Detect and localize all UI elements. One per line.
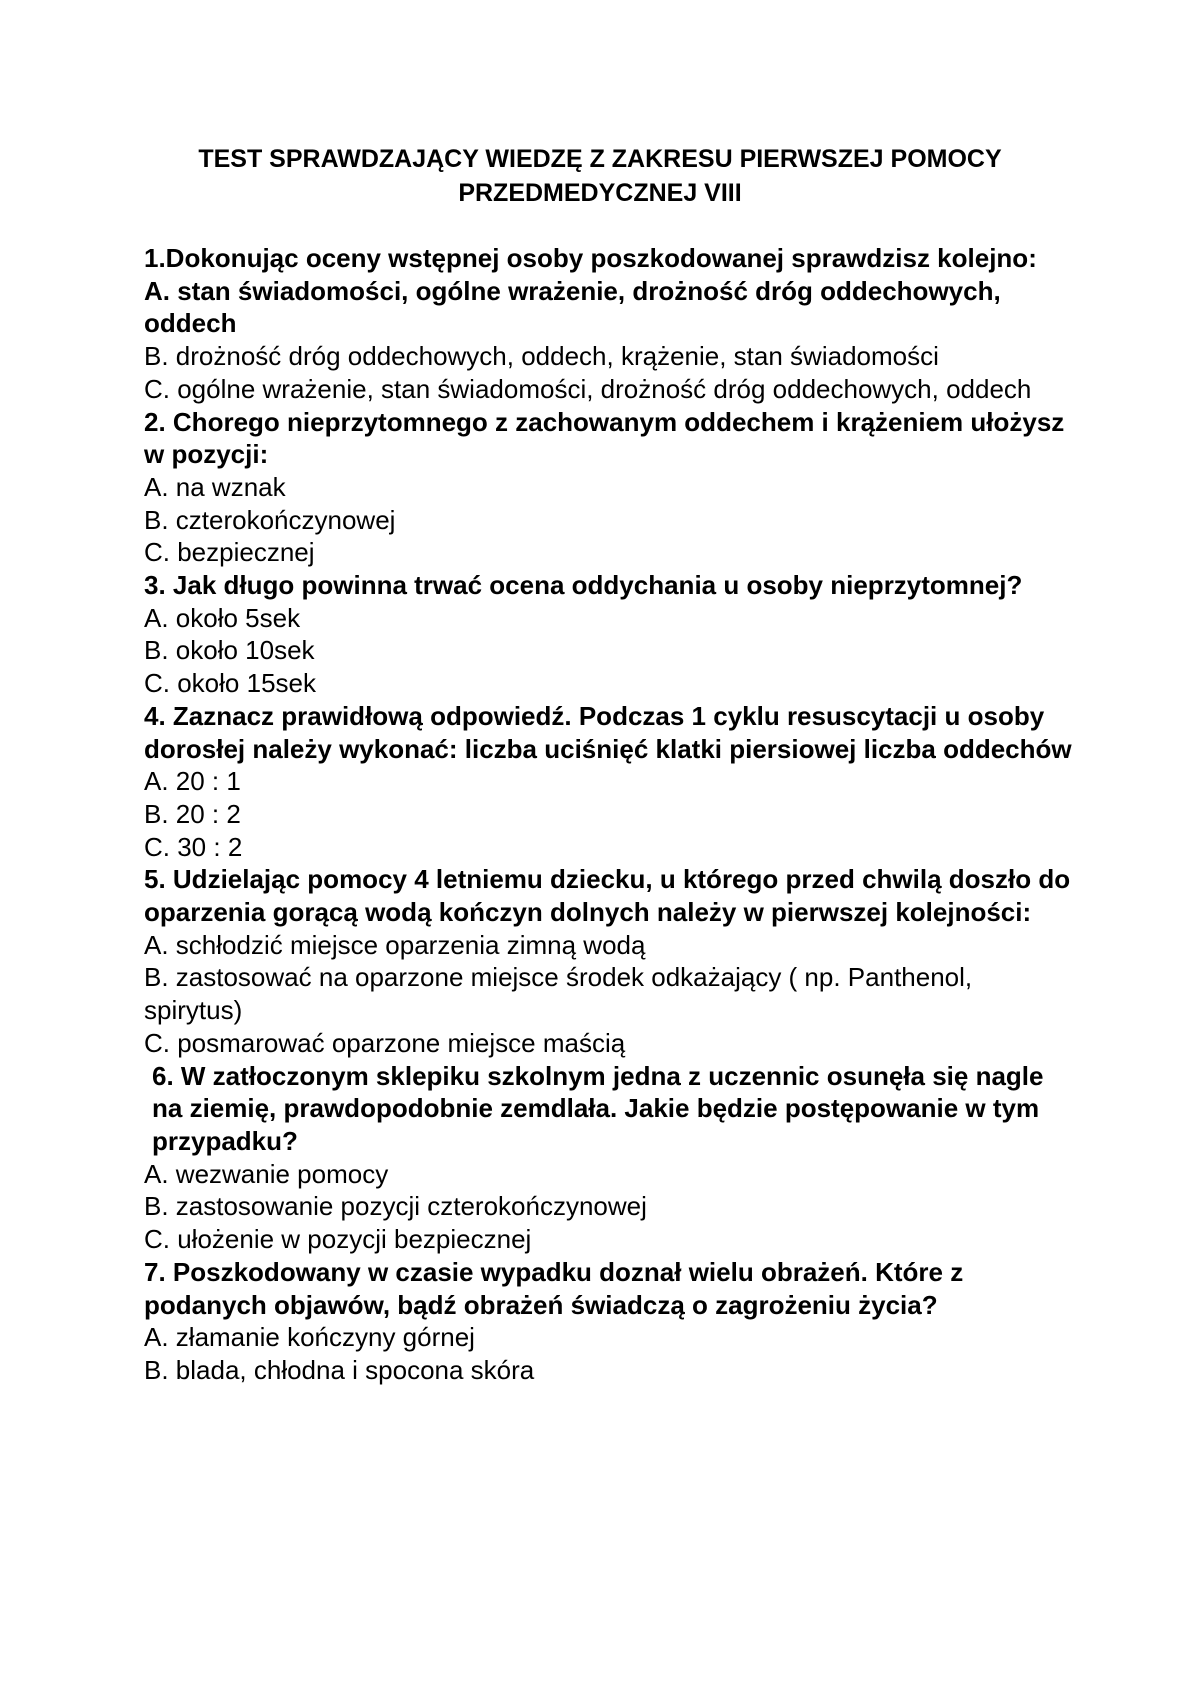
questions-list bbox=[144, 242, 1074, 1387]
question-6-answer-c: C. ułożenie w pozycji bezpiecznej bbox=[144, 1224, 532, 1255]
question-2: 2. Chorego nieprzytomnego z zachowanym oddechem i krążeniem ułożysz w pozycji: bbox=[144, 406, 1065, 470]
question-5: 5. Udzielając pomocy 4 letniemu dziecku, u którego przed chwilą doszło do oparzenia gorącą wodą kończyn dolnych należy w pierwszej kolejności: bbox=[144, 864, 1071, 928]
question-1: 1.Dokonując oceny wstępnej osoby poszkodowanej sprawdzisz kolejno: bbox=[144, 243, 1037, 273]
question-4: 4. Zaznacz prawidłową odpowiedź. Podczas 1 cyklu resuscytacji u osoby dorosłej należy wykonać: liczba uciśnięć klatki piersiowej liczba oddechów bbox=[144, 700, 1072, 764]
question-7-answer-a: A. złamanie kończyny górnej bbox=[144, 1322, 475, 1353]
question-5-answer-c: C. posmarować oparzone miejsce maścią bbox=[144, 1027, 626, 1058]
question-2-answer-c: C. bezpiecznej bbox=[144, 537, 315, 568]
question-1-answer-b: B. drożność dróg oddechowych, oddech, krążenie, stan świadomości bbox=[144, 341, 939, 372]
question-3-answer-b: B. około 10sek bbox=[144, 635, 315, 666]
question-4-answer-b: B. 20 : 2 bbox=[144, 798, 241, 829]
question-4-answer-c: C. 30 : 2 bbox=[144, 831, 243, 862]
question-3-answer-c: C. około 15sek bbox=[144, 668, 316, 699]
question-1-answer-c: C. ogólne wrażenie, stan świadomości, drożność dróg oddechowych, oddech bbox=[144, 373, 1032, 404]
question-7: 7. Poszkodowany w czasie wypadku doznał wielu obrażeń. Które z podanych objawów, bądź obrażeń świadczą o zagrożeniu życia? bbox=[144, 1256, 964, 1320]
page-title bbox=[120, 142, 1080, 210]
question-1-answer-a: A. stan świadomości, ogólne wrażenie, drożność dróg oddechowych, oddech bbox=[144, 275, 1001, 339]
question-6-answer-b: B. zastosowanie pozycji czterokończynowej bbox=[144, 1191, 647, 1222]
question-2-answer-b: B. czterokończynowej bbox=[144, 504, 396, 535]
question-2-answer-a: A. na wznak bbox=[144, 471, 286, 502]
title-line-1: TEST SPRAWDZAJĄCY WIEDZĘ Z ZAKRESU PIERWSZEJ POMOCY bbox=[198, 145, 1002, 173]
question-4-answer-a: A. 20 : 1 bbox=[144, 766, 241, 797]
question-5-answer-a: A. schłodzić miejsce oparzenia zimną wodą bbox=[144, 929, 646, 960]
question-6: 6. W zatłoczonym sklepiku szkolnym jedna z uczennic osunęła się nagle na ziemię, prawdopodobnie zemdlała. Jakie będzie postępowanie w tym przypadku? bbox=[152, 1060, 1044, 1156]
title-line-2: PRZEDMEDYCZNEJ VIII bbox=[458, 179, 742, 207]
question-3-answer-a: A. około 5sek bbox=[144, 602, 301, 633]
question-7-answer-b: B. blada, chłodna i spocona skóra bbox=[144, 1354, 535, 1385]
question-6-answer-a: A. wezwanie pomocy bbox=[144, 1158, 389, 1189]
question-5-answer-b: B. zastosować na oparzone miejsce środek odkażający ( np. Panthenol, spirytus) bbox=[144, 962, 973, 1026]
question-3: 3. Jak długo powinna trwać ocena oddychania u osoby nieprzytomnej? bbox=[144, 570, 1023, 601]
